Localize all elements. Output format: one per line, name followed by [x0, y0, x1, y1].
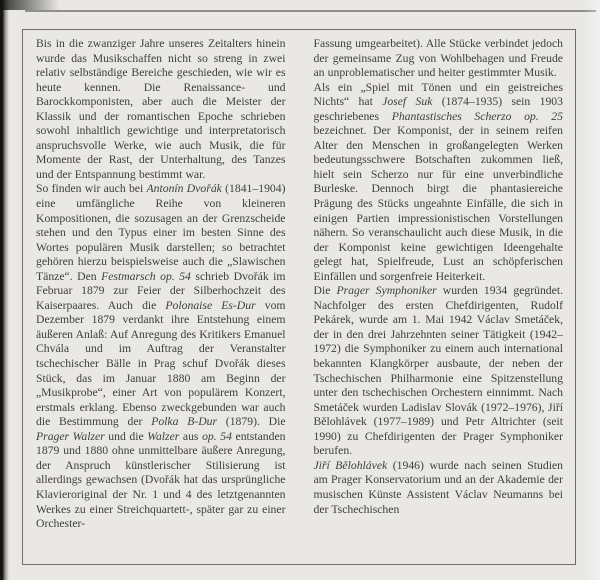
conductor-name: Jiří Bělohlávek [313, 458, 388, 472]
work-title: Walzer [147, 429, 180, 443]
work-title: Prager Walzer [36, 429, 105, 443]
text-segment: Fassung umgearbeitet). Alle Stücke verbindet jedoch der gemeinsame Zug von Wohlbehagen und Freude an unproblematischer und heiter gestimmter Musik. [313, 37, 563, 80]
work-title: Polka B-Dur [151, 415, 218, 429]
page-curvature-highlight [584, 0, 600, 580]
text-segment: und die [104, 429, 148, 443]
text-segment: Bis in die zwanziger Jahre unseres Zeitalters hinein wurde das Musikschaffen nicht so streng in zwei relativ selbständige Bereiche geschieden, wie wir es heute kennen. Die Renaissance- und Barockkomponisten, aber auch die Meister der Klassik und der romantischen Epoche schrieben sowohl inhaltlich gewichtige und interpretatorisch anspruchsvolle Werke, wie auch Musik, die für Momente der Rast, der Unterhaltung, des Tanzes und der Entspannung bestimmt war. [36, 37, 286, 181]
text-segment: (1841–1904) eine umfängliche Reihe von kleineren Kompositionen, die sozusagen an der Grenzscheide stehen und den Typus einer im besten Sinne des Wortes populären Musik darstellen; so betrachtet gehören hierzu beispielsweise auch die „Slawischen Tänze“. Den [36, 182, 286, 283]
text-segment: So finden wir auch bei [36, 182, 147, 196]
paragraph [36, 37, 286, 182]
text-segment: Als ein „Spiel mit Tönen und ein geistreiches Nichts“ hat [313, 80, 563, 109]
work-title: Phantastisches Scherzo op. 25 [391, 109, 563, 123]
text-segment: (1874–1935) sein 1903 geschriebenes [313, 95, 563, 123]
text-segment: schrieb Dvořák im Februar 1879 zur Feier der Silberhochzeit des Kaiserpaares. Auch die [36, 269, 286, 312]
text-segment: bezeichnet. Der Komponist, der in seinem reifen Alter den Menschen in großangelegten Werken bedeutungsschwere Botschaften zukommen ließ, hielt sein Scherzo nur für eine unverbindliche Burleske. Dennoch birgt die phantasiereiche Prägung des Stücks ungeahnte Einfälle, die sich in einigen Partien impressionistischen Vorstellungen nähern. So veranschaulicht auch diese Musik, in die der Komponist keine gewichtigen Ideengehalte gelegt hat, Spielfreude, Lust an schöpferischen Einfällen und sorgenfreie Heiterkeit. [313, 124, 563, 283]
text-segment: aus [179, 429, 203, 443]
composer-name: Antonín Dvořák [146, 182, 222, 196]
text-segment: vom Dezember 1879 verdankt ihre Entstehung einem äußeren Anlaß: Auf Anregung des Kritikers Emanuel Chvála und im Auftrag der Veranstalter tschechischer Bälle in Prag schuf Dvořák dieses Stück, das im Januar 1880 am Beginn der „Musikprobe“, einer Art von populärem Konzert, erstmals erklang. Ebenso zweckgebunden war auch die Bestimmung der [36, 298, 286, 429]
top-left-corner-shadow [0, 0, 70, 10]
paragraph [314, 37, 564, 81]
text-segment: entstanden 1879 und 1880 ohne unmittelbare äußere Anregung, der Anspruch künstlerischer Stilisierung ist allerdings gewachsen (Dvořák hat das ursprüngliche Klavieroriginal der Nr. 1 und 4 des letztgenannten Werkes zu einer Streichquartett-, später gar zu einer Orchester- [36, 429, 286, 531]
text-frame [22, 29, 576, 565]
left-column [36, 37, 286, 558]
work-title: op. 54 [202, 429, 232, 443]
text-segment: (1879). Die [217, 415, 286, 429]
text-segment: wurden 1934 gegründet. Nachfolger des ersten Chefdirigenten, Rudolf Pekárek, wurde am 1. Mai 1942 Václav Smetáček, der in den drei Jahrzehnten seiner Tätigkeit (1942–1972) die Symphoniker zu einem auch international bekannten Klangkörper ausbaute, der neben der Tschechischen Philharmonie eine Spitzenstellung unter den tschechischen Orchestern einnimmt. Nach Smetáček wurden Ladislav Slovák (1972–1976), Jiří Bělohlávek (1977–1989) und Petr Altrichter (seit 1990) zu Chefdirigenten der Prager Symphoniker berufen. [313, 284, 564, 458]
top-rule [25, 10, 596, 12]
paragraph [36, 182, 286, 531]
orchestra-name: Prager Symphoniker [336, 284, 437, 298]
text-segment: Die [313, 284, 337, 298]
page-spine-shadow [0, 0, 9, 580]
right-column [314, 37, 564, 558]
paragraph [314, 81, 564, 285]
work-title: Festmarsch op. 54 [101, 269, 191, 283]
paragraph [314, 284, 564, 459]
paragraph [314, 459, 564, 517]
text-segment: (1946) wurde nach seinen Studien am Prager Konservatorium und an der Akademie der musischen Künste Assistent Václav Neumanns bei der Tschechischen [313, 458, 563, 516]
composer-name: Josef Suk [382, 95, 433, 109]
work-title: Polonaise Es-Dur [165, 298, 256, 312]
